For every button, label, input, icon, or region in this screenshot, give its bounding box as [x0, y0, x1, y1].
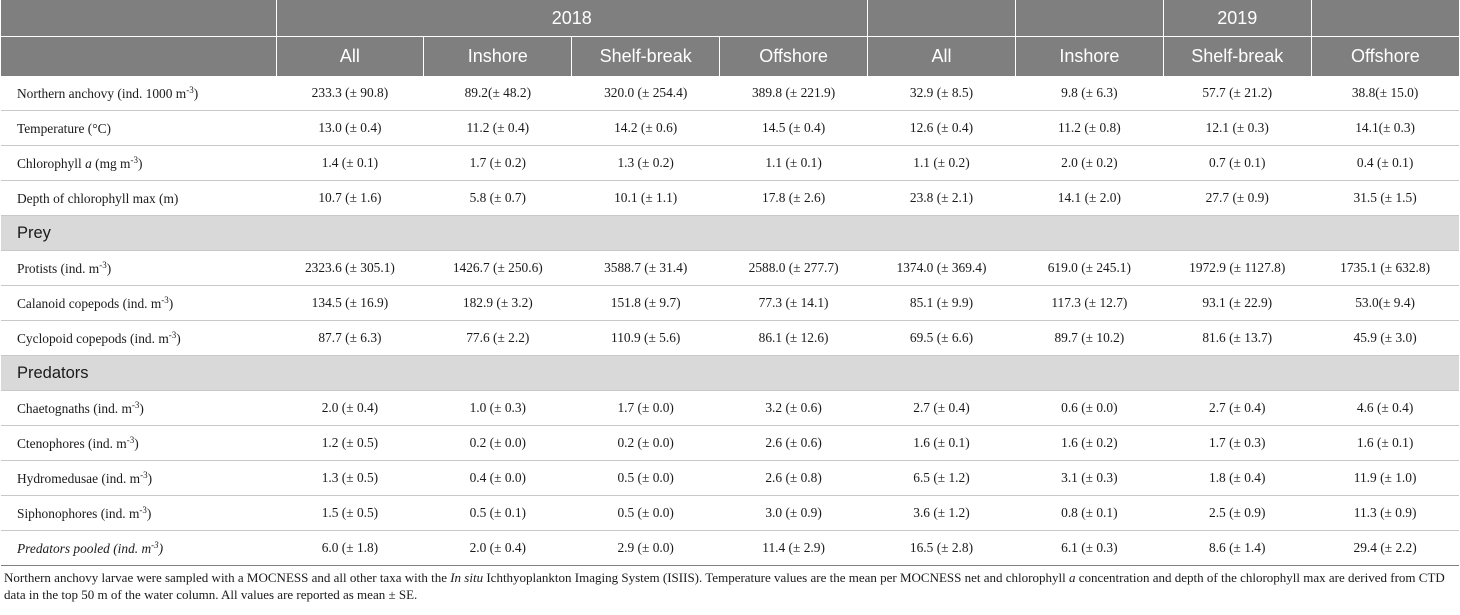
table-cell: 11.4 (± 2.9) — [720, 531, 868, 566]
row-label: Chlorophyll a (mg $m^{-3}$) — [1, 146, 276, 181]
column-header: All — [276, 37, 424, 77]
table-cell: 1.5 (± 0.5) — [276, 496, 424, 531]
table-cell: 53.0(± 9.4) — [1311, 286, 1459, 321]
table-cell: 0.5 (± 0.1) — [424, 496, 572, 531]
table-cell: 3.1 (± 0.3) — [1015, 461, 1163, 496]
table-row — [1, 461, 1459, 496]
table-cell: 1.8 (± 0.4) — [1163, 461, 1311, 496]
table-row — [1, 251, 1459, 286]
table-cell: 1.7 (± 0.2) — [424, 146, 572, 181]
table-cell: 2.0 (± 0.4) — [424, 531, 572, 566]
table-cell: 1.7 (± 0.0) — [572, 391, 720, 426]
table-footnote: Northern anchovy larvae were sampled with a MOCNESS and all other taxa with the In situ Ichthyoplankton Imaging System (ISIIS). Temperature values are the mean per MOCNESS net and chlorophyll a concentration and depth of the chlorophyll max are derived from CTD data in the top 50 m of the water column. All values are reported as mean ± SE. — [4, 570, 1445, 602]
table-cell: 11.3 (± 0.9) — [1311, 496, 1459, 531]
table-row — [1, 181, 1459, 216]
table-cell: 5.8 (± 0.7) — [424, 181, 572, 216]
table-cell: 16.5 (± 2.8) — [868, 531, 1016, 566]
table-cell: 0.4 (± 0.1) — [1311, 146, 1459, 181]
table-cell: 2.0 (± 0.4) — [276, 391, 424, 426]
table-cell: 182.9 (± 3.2) — [424, 286, 572, 321]
table-cell: 3.0 (± 0.9) — [720, 496, 868, 531]
table-cell: 10.1 (± 1.1) — [572, 181, 720, 216]
table-cell: 134.5 (± 16.9) — [276, 286, 424, 321]
table-cell: 85.1 (± 9.9) — [868, 286, 1016, 321]
table-cell: 11.2 (± 0.8) — [1015, 111, 1163, 146]
table-cell: 1.4 (± 0.1) — [276, 146, 424, 181]
table-cell: 619.0 (± 245.1) — [1015, 251, 1163, 286]
table-cell: 77.6 (± 2.2) — [424, 321, 572, 356]
table-cell: 0.5 (± 0.0) — [572, 496, 720, 531]
table-row — [1, 146, 1459, 181]
table-cell: 1.6 (± 0.2) — [1015, 426, 1163, 461]
table-cell: 2588.0 (± 277.7) — [720, 251, 868, 286]
table-cell: 11.9 (± 1.0) — [1311, 461, 1459, 496]
row-label: Depth of chlorophyll max (m) — [1, 181, 276, 216]
table-cell: 1.0 (± 0.3) — [424, 391, 572, 426]
year-2018-header: 2018 — [276, 0, 868, 37]
table-cell: 2.6 (± 0.6) — [720, 426, 868, 461]
row-label: Temperature (°C) — [1, 111, 276, 146]
table-cell: 6.0 (± 1.8) — [276, 531, 424, 566]
group-label: Predators — [1, 356, 1459, 391]
table-cell: 45.9 (± 3.0) — [1311, 321, 1459, 356]
row-label: Hydromedusae (ind. $m^{-3}$) — [1, 461, 276, 496]
table-row — [1, 286, 1459, 321]
row-label: Ctenophores (ind. $m^{-3}$) — [1, 426, 276, 461]
group-label: Prey — [1, 216, 1459, 251]
table-cell: 1.2 (± 0.5) — [276, 426, 424, 461]
table-header — [1, 0, 1459, 76]
header-corner — [1, 0, 276, 37]
column-header: Offshore — [720, 37, 868, 77]
table-cell: 0.7 (± 0.1) — [1163, 146, 1311, 181]
table-cell: 2.6 (± 0.8) — [720, 461, 868, 496]
table-cell: 77.3 (± 14.1) — [720, 286, 868, 321]
column-header: Shelf-break — [1163, 37, 1311, 77]
row-label: Chaetognaths (ind. $m^{-3}$) — [1, 391, 276, 426]
table-body — [1, 76, 1459, 566]
table-cell: 1.6 (± 0.1) — [1311, 426, 1459, 461]
table-cell: 17.8 (± 2.6) — [720, 181, 868, 216]
table-cell: 14.2 (± 0.6) — [572, 111, 720, 146]
table-cell: 13.0 (± 0.4) — [276, 111, 424, 146]
table-cell: 4.6 (± 0.4) — [1311, 391, 1459, 426]
table-cell: 2.7 (± 0.4) — [1163, 391, 1311, 426]
table-row — [1, 76, 1459, 111]
table-cell: 3.2 (± 0.6) — [720, 391, 868, 426]
table-cell: 12.1 (± 0.3) — [1163, 111, 1311, 146]
group-row — [1, 216, 1459, 251]
table-cell: 86.1 (± 12.6) — [720, 321, 868, 356]
row-label: Siphonophores (ind. $m^{-3}$) — [1, 496, 276, 531]
table-cell: 12.6 (± 0.4) — [868, 111, 1016, 146]
table-cell: 2323.6 (± 305.1) — [276, 251, 424, 286]
table-cell: 0.5 (± 0.0) — [572, 461, 720, 496]
table-cell: 3.6 (± 1.2) — [868, 496, 1016, 531]
table-cell: 151.8 (± 9.7) — [572, 286, 720, 321]
row-label: Northern anchovy (ind. 1000 $m^{-3}$) — [1, 76, 276, 111]
summary-table — [1, 0, 1459, 566]
table-cell: 11.2 (± 0.4) — [424, 111, 572, 146]
table-cell: 9.8 (± 6.3) — [1015, 76, 1163, 111]
table-cell: 233.3 (± 90.8) — [276, 76, 424, 111]
table-cell: 1.7 (± 0.3) — [1163, 426, 1311, 461]
header-spacer — [1015, 0, 1163, 37]
column-header: All — [868, 37, 1016, 77]
table-cell: 38.8(± 15.0) — [1311, 76, 1459, 111]
table-cell: 29.4 (± 2.2) — [1311, 531, 1459, 566]
table-cell: 0.2 (± 0.0) — [424, 426, 572, 461]
year-2019-header: 2019 — [1163, 0, 1311, 37]
table-cell: 1.6 (± 0.1) — [868, 426, 1016, 461]
table-cell: 389.8 (± 221.9) — [720, 76, 868, 111]
column-header: Shelf-break — [572, 37, 720, 77]
table-row — [1, 531, 1459, 566]
table-cell: 8.6 (± 1.4) — [1163, 531, 1311, 566]
table-row — [1, 426, 1459, 461]
table-cell: 2.0 (± 0.2) — [1015, 146, 1163, 181]
table-cell: 57.7 (± 21.2) — [1163, 76, 1311, 111]
table-cell: 0.6 (± 0.0) — [1015, 391, 1163, 426]
table-cell: 81.6 (± 13.7) — [1163, 321, 1311, 356]
row-label: Predators pooled (ind. $m^{-3}$) — [1, 531, 276, 566]
table-cell: 32.9 (± 8.5) — [868, 76, 1016, 111]
row-label: Cyclopoid copepods (ind. $m^{-3}$) — [1, 321, 276, 356]
table-cell: 93.1 (± 22.9) — [1163, 286, 1311, 321]
header-corner — [1, 37, 276, 77]
table-row — [1, 111, 1459, 146]
table-cell: 117.3 (± 12.7) — [1015, 286, 1163, 321]
table-cell: 14.5 (± 0.4) — [720, 111, 868, 146]
table-cell: 1.3 (± 0.2) — [572, 146, 720, 181]
table-cell: 89.7 (± 10.2) — [1015, 321, 1163, 356]
table-cell: 6.5 (± 1.2) — [868, 461, 1016, 496]
table-cell: 1.1 (± 0.2) — [868, 146, 1016, 181]
table-cell: 0.4 (± 0.0) — [424, 461, 572, 496]
table-cell: 1972.9 (± 1127.8) — [1163, 251, 1311, 286]
table-cell: 23.8 (± 2.1) — [868, 181, 1016, 216]
header-spacer — [1311, 0, 1459, 37]
table-cell: 69.5 (± 6.6) — [868, 321, 1016, 356]
table-cell: 10.7 (± 1.6) — [276, 181, 424, 216]
table-cell: 1.1 (± 0.1) — [720, 146, 868, 181]
table-cell: 3588.7 (± 31.4) — [572, 251, 720, 286]
table-cell: 89.2(± 48.2) — [424, 76, 572, 111]
table-cell: 0.2 (± 0.0) — [572, 426, 720, 461]
table-cell: 2.9 (± 0.0) — [572, 531, 720, 566]
row-label: Protists (ind. $m^{-3}$) — [1, 251, 276, 286]
table-cell: 110.9 (± 5.6) — [572, 321, 720, 356]
table-cell: 320.0 (± 254.4) — [572, 76, 720, 111]
table-cell: 87.7 (± 6.3) — [276, 321, 424, 356]
table-row — [1, 496, 1459, 531]
table-cell: 27.7 (± 0.9) — [1163, 181, 1311, 216]
column-header: Inshore — [424, 37, 572, 77]
group-row — [1, 356, 1459, 391]
table-row — [1, 321, 1459, 356]
column-header: Offshore — [1311, 37, 1459, 77]
row-label: Calanoid copepods (ind. $m^{-3}$) — [1, 286, 276, 321]
table-cell: 2.7 (± 0.4) — [868, 391, 1016, 426]
table-cell: 1735.1 (± 632.8) — [1311, 251, 1459, 286]
table-cell: 31.5 (± 1.5) — [1311, 181, 1459, 216]
table-cell: 6.1 (± 0.3) — [1015, 531, 1163, 566]
table-cell: 2.5 (± 0.9) — [1163, 496, 1311, 531]
table-cell: 1374.0 (± 369.4) — [868, 251, 1016, 286]
column-header: Inshore — [1015, 37, 1163, 77]
table-row — [1, 391, 1459, 426]
table-cell: 1.3 (± 0.5) — [276, 461, 424, 496]
table-cell: 14.1(± 0.3) — [1311, 111, 1459, 146]
table-cell: 14.1 (± 2.0) — [1015, 181, 1163, 216]
table-cell: 1426.7 (± 250.6) — [424, 251, 572, 286]
header-spacer — [868, 0, 1016, 37]
table-cell: 0.8 (± 0.1) — [1015, 496, 1163, 531]
